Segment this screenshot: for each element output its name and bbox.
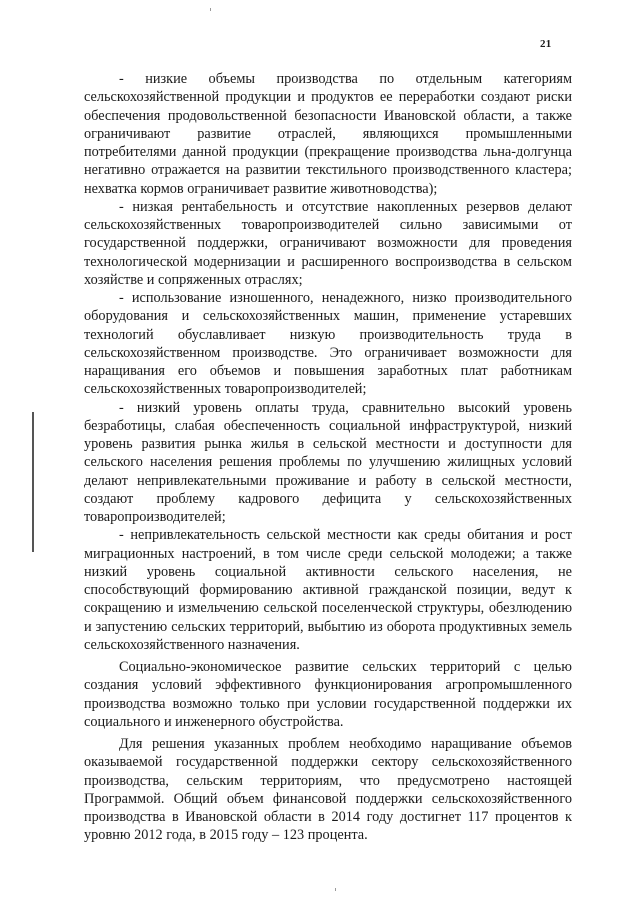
paragraph-low-production: - низкие объемы производства по отдельным категориям сельскохозяйственной продукции и продуктов ее переработки создают риски обеспечения продовольственной безопасности Ивановской области, а также ограничивают развитие отраслей, являющихся промышленными потребителями данной продукции (прекращение производства льна-долгунца негативно отражается на развитии текстильного производственного кластера; нехватка кормов ограничивает развитие животноводства);: [84, 71, 572, 197]
paragraph-low-wages: - низкий уровень оплаты труда, сравнительно высокий уровень безработицы, слабая обеспеченность социальной инфраструктурой, низкий уровень развития рынка жилья в сельской местности и доступности для сельского населения решения проблемы по улучшению жилищных условий делают непривлекательными проживание и работу в сельской местности, создают проблему кадрового дефицита у сельскохозяйственных товаропроизводителей;: [84, 399, 572, 525]
paragraph-rural-unattractiveness: - непривлекательность сельской местности как среды обитания и рост миграционных настроений, в том числе среди сельской молодежи; а также низкий уровень социальной активности сельского населения, не способствующий формированию активной гражданской позиции, ведут к сокращению и измельчению сельской поселенческой структуры, обезлюдению и запустению сельских территорий, выбытию из оборота продуктивных земель сельскохозяйственного назначения.: [84, 527, 572, 653]
paragraph-state-support: Для решения указанных проблем необходимо наращивание объемов оказываемой государственной поддержки сектору сельскохозяйственного производства, сельским территориям, что предусмотрено настоящей Программой. Общий объем финансовой поддержки сельскохозяйственного производства в Ивановской области в 2014 году достигнет 117 процентов к уровню 2012 года, в 2015 году – 123 процента.: [84, 736, 572, 844]
margin-mark: [32, 412, 34, 552]
paragraph-worn-equipment: - использование изношенного, ненадежного, низко производительного оборудования и сельскохозяйственных машин, применение устаревших технологий обуславливает низкую производительность труда в сельскохозяйственном производстве. Это ограничивает возможности для наращивания его объемов и повышения заработных плат работникам сельскохозяйственных товаропроизводителей;: [84, 290, 572, 398]
document-body: [84, 70, 572, 845]
scan-speck: [335, 888, 336, 891]
scan-speck: [210, 8, 211, 11]
paragraph-socio-economic-development: Социально-экономическое развитие сельских территорий с целью создания условий эффективного функционирования агропромышленного производства возможно только при условии государственной поддержки их социального и инженерного обустройства.: [84, 659, 572, 730]
paragraph-low-profitability: - низкая рентабельность и отсутствие накопленных резервов делают сельскохозяйственных товаропроизводителей сильно зависимыми от государственной поддержки, ограничивают возможности для проведения технологической модернизации и расширенного воспроизводства в сельском хозяйстве и сопряженных отраслях;: [84, 198, 572, 288]
page-number: 21: [540, 38, 552, 50]
